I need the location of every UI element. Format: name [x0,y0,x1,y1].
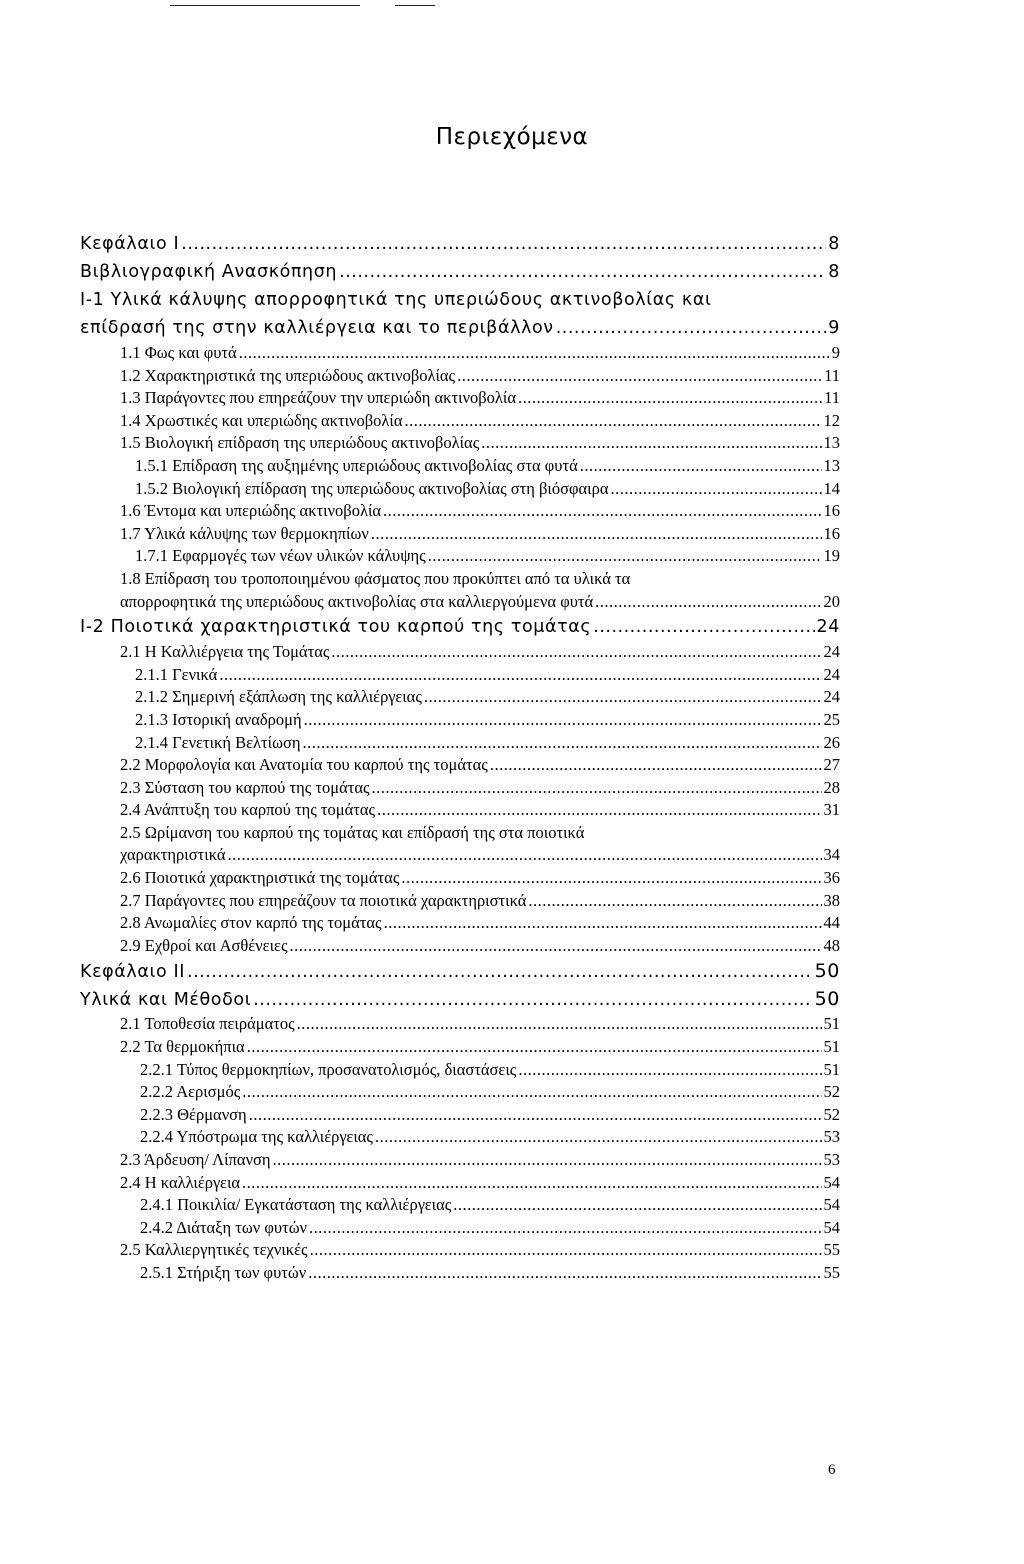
dot-leader [249,1104,822,1127]
dot-leader [247,1036,822,1059]
toc-entry-text: 1.5.2 Βιολογική επίδραση της υπεριώδους ακτινοβολίας στη βιόσφαιρα [135,478,609,498]
dot-leader [556,314,827,342]
toc-entry-text: Ι-1 Υλικά κάλυψης απορροφητικά της υπεριώδους ακτινοβολίας και [80,290,712,310]
top-rule-left [170,5,360,6]
toc-entry-text: 2.5 Καλλιεργητικές τεχνικές [120,1240,308,1260]
toc-entry-text: 2.4.1 Ποικιλία/ Εγκατάσταση της καλλιέργειας [140,1195,452,1215]
toc-entry-text: 2.2.2 Αερισμός [140,1082,241,1102]
toc-entry-ii-2-2-4[interactable] [80,1126,840,1149]
toc-entry-page: 52 [823,1082,840,1102]
toc-entry-page: 9 [828,318,840,338]
dot-leader [290,935,822,958]
toc-entry-page: 16 [823,501,840,521]
toc-entry-chapter-2[interactable] [80,957,840,985]
toc-entry-ii-2-5[interactable] [80,1239,840,1262]
toc-entry-part-1-line-1[interactable] [80,286,840,314]
dot-leader [384,912,822,935]
toc-entry-text: Κεφάλαιο ΙΙ [80,962,186,983]
toc-entry-2-1-4[interactable] [80,732,840,755]
dot-leader [242,1172,821,1195]
toc-entry-text: χαρακτηριστικά [120,845,226,865]
dot-leader [580,455,822,478]
toc-entry-text: 2.1.4 Γενετική Βελτίωση [135,732,301,752]
toc-entry-2-7[interactable] [80,890,840,913]
dot-leader [339,258,826,286]
toc-entry-text: 2.6 Ποιοτικά χαρακτηριστικά της τομάτας [120,868,400,888]
toc-entry-text: 2.1.1 Γενικά [135,664,218,684]
toc-entry-page: 54 [823,1217,840,1237]
dot-leader [593,613,814,641]
toc-entry-text: 2.2.4 Υπόστρωμα της καλλιέργειας [140,1127,373,1147]
toc-entry-text: 2.3 Σύσταση του καρπού της τομάτας [120,777,370,797]
dot-leader [453,1194,821,1217]
toc-entry-page: 8 [828,234,840,254]
toc-entry-page: 51 [823,1037,840,1057]
toc-entry-page: 44 [823,913,840,933]
dot-leader [481,432,821,455]
toc-entry-1-3[interactable] [80,387,840,410]
toc-entry-text: 2.4.2 Διάταξη των φυτών [140,1217,308,1237]
dot-leader [187,958,813,986]
dot-leader [309,1217,821,1240]
dot-leader [372,777,822,800]
toc-entry-page: 38 [823,890,840,910]
dot-leader [490,754,822,777]
toc-entry-text: 2.2.3 Θέρμανση [140,1104,247,1124]
toc-entry-page: 31 [823,800,840,820]
dot-leader [219,664,821,687]
dot-leader [518,1059,821,1082]
toc-entry-1-1[interactable] [80,342,840,365]
toc-entry-text: 2.5.1 Στήριξη των φυτών [140,1262,307,1282]
dot-leader [383,500,821,523]
toc-entry-page: 36 [823,868,840,888]
toc-entry-page: 52 [823,1104,840,1124]
dot-leader [424,686,822,709]
toc-entry-text: 1.2 Χαρακτηριστικά της υπεριώδους ακτινοβολίας [120,365,456,385]
dot-leader [375,1126,822,1149]
toc-entry-1-8-line-2[interactable] [80,591,840,614]
toc-entry-text: 1.3 Παράγοντες που επηρεάζουν την υπεριώδη ακτινοβολία [120,388,517,408]
toc-entry-text: 2.9 Εχθροί και Ασθένειες [120,935,288,955]
toc-entry-2-1-2[interactable] [80,686,840,709]
toc-entry-text: 1.5 Βιολογική επίδραση της υπεριώδους ακτινοβολίας [120,433,480,453]
page-number: 6 [828,1462,836,1478]
toc-entry-text: 2.8 Ανωμαλίες στον καρπό της τομάτας [120,913,382,933]
toc-entry-ii-2-4[interactable] [80,1172,840,1195]
dot-leader [610,478,821,501]
toc-entry-text: Υλικά και Μέθοδοι [80,990,252,1011]
toc-entry-2-8[interactable] [80,912,840,935]
dot-leader [405,410,822,433]
toc-entry-page: 54 [823,1172,840,1192]
toc-entry-part-2[interactable] [80,613,840,641]
toc-entry-text: 1.8 Επίδραση του τροποποιημένου φάσματος που προκύπτει από τα υλικά τα [120,568,631,588]
toc-entry-ii-2-4-2[interactable] [80,1217,840,1240]
toc-entry-page: 12 [823,410,840,430]
toc-entry-page: 9 [831,343,840,362]
toc-entry-ii-2-4-1[interactable] [80,1194,840,1217]
toc-entry-page: 53 [823,1150,840,1169]
toc-entry-1-6[interactable] [80,500,840,523]
top-rule-right [395,5,435,6]
toc-entry-text: 2.1 Τοποθεσία πειράματος [120,1014,295,1034]
dot-leader [303,732,822,755]
toc-entry-text: 1.7.1 Εφαρμογές των νέων υλικών κάλυψης [135,546,426,566]
toc-entry-text: 2.2 Μορφολογία και Ανατομία του καρπού της τομάτας [120,755,488,775]
dot-leader [297,1013,822,1036]
toc-entry-page: 50 [814,988,840,1011]
dot-leader [181,230,826,258]
toc-entry-text: 1.6 Έντομα και υπεριώδης ακτινοβολία [120,501,382,521]
toc-entry-page: 24 [823,664,840,684]
toc-entry-text: 2.7 Παράγοντες που επηρεάζουν τα ποιοτικά χαρακτηριστικά [120,890,527,910]
toc-entry-materials-methods[interactable] [80,985,840,1013]
toc-entry-2-5-line-2[interactable] [80,844,840,867]
toc-entry-text: Ι-2 Ποιοτικά χαρακτηριστικά του καρπού της τομάτας [80,617,592,638]
toc-entry-page: 24 [816,617,840,638]
toc-entry-literature-review[interactable] [80,258,840,286]
toc-entry-page: 11 [824,365,840,385]
table-of-contents [80,230,840,1285]
toc-entry-2-6[interactable] [80,867,840,890]
toc-entry-text: 2.1 Η Καλλιέργεια της Τομάτας [120,642,330,662]
toc-entry-1-8-line-1[interactable] [80,568,840,591]
toc-entry-page: 14 [823,478,840,498]
dot-leader [253,986,812,1014]
toc-entry-part-1-line-2[interactable] [80,314,840,342]
toc-entry-ii-2-2-2[interactable] [80,1081,840,1104]
toc-entry-2-5-line-1[interactable] [80,822,840,845]
toc-entry-1-4[interactable] [80,410,840,433]
toc-entry-ii-2-5-1[interactable] [80,1262,840,1285]
toc-entry-page: 53 [823,1127,840,1147]
dot-leader [377,799,821,822]
toc-entry-text: 1.5.1 Επίδραση της αυξημένης υπεριώδους ακτινοβολίας στα φυτά [135,455,578,475]
toc-entry-text: Βιβλιογραφική Ανασκόπηση [80,262,338,282]
dot-leader [228,844,822,867]
toc-entry-text: 2.3 Άρδευση/ Λίπανση [120,1150,271,1169]
toc-entry-text: 2.4 Η καλλιέργεια [120,1172,241,1192]
toc-entry-2-4[interactable] [80,799,840,822]
dot-leader [242,1081,821,1104]
toc-entry-page: 54 [823,1195,840,1215]
toc-entry-page: 50 [814,960,840,983]
toc-entry-page: 8 [828,262,840,282]
toc-entry-text: 2.5 Ωρίμανση του καρπού της τομάτας και επίδρασή της στα ποιοτικά [120,822,585,842]
dot-leader [518,387,822,410]
toc-entry-text: 2.1.3 Ιστορική αναδρομή [135,709,302,729]
toc-entry-1-5-1[interactable] [80,455,840,478]
toc-entry-chapter-1[interactable] [80,230,840,258]
toc-entry-2-1[interactable] [80,641,840,664]
toc-entry-page: 24 [823,642,840,662]
toc-entry-text: 2.4 Ανάπτυξη του καρπού της τομάτας [120,800,376,820]
toc-entry-ii-2-1[interactable] [80,1013,840,1036]
toc-entry-page: 27 [823,755,840,775]
toc-entry-page: 13 [823,455,840,475]
toc-entry-1-5-2[interactable] [80,478,840,501]
toc-entry-page: 48 [823,935,840,955]
toc-entry-2-1-1[interactable] [80,664,840,687]
toc-entry-page: 26 [823,732,840,752]
toc-entry-page: 11 [824,388,840,408]
toc-entry-2-3[interactable] [80,777,840,800]
toc-entry-2-1-3[interactable] [80,709,840,732]
toc-entry-1-5[interactable] [80,432,840,455]
toc-entry-text: 1.4 Χρωστικές και υπεριώδης ακτινοβολία [120,410,403,430]
toc-entry-text: 2.2.1 Τύπος θερμοκηπίων, προσανατολισμός, διαστάσεις [140,1059,517,1079]
toc-entry-page: 20 [823,591,840,611]
dot-leader [528,890,821,913]
toc-entry-text: 1.1 Φως και φυτά [120,343,237,362]
toc-entry-page: 24 [823,687,840,707]
dot-leader [310,1239,822,1262]
dot-leader [428,545,822,568]
toc-entry-page: 25 [823,709,840,729]
toc-entry-text: επίδρασή της στην καλλιέργεια και το περιβάλλον [80,318,554,338]
toc-entry-page: 28 [823,777,840,797]
dot-leader [273,1149,822,1172]
toc-entry-1-7[interactable] [80,523,840,546]
toc-entry-page: 51 [823,1014,840,1034]
toc-entry-page: 19 [823,546,840,566]
dot-leader [401,867,821,890]
toc-entry-page: 34 [823,845,840,865]
toc-entry-text: 2.1.2 Σημερινή εξάπλωση της καλλιέργειας [135,687,422,707]
toc-entry-text: 2.2 Τα θερμοκήπια [120,1037,245,1057]
toc-entry-page: 16 [823,523,840,543]
toc-entry-1-7-1[interactable] [80,545,840,568]
toc-entry-page: 55 [823,1262,840,1282]
dot-leader [304,709,822,732]
toc-entry-1-2[interactable] [80,365,840,388]
dot-leader [457,365,822,388]
page-title: Περιεχόμενα [435,124,589,150]
toc-entry-2-2[interactable] [80,754,840,777]
toc-entry-ii-2-3[interactable] [80,1149,840,1172]
toc-entry-page: 13 [823,433,840,453]
toc-entry-text: 1.7 Υλικά κάλυψης των θερμοκηπίων [120,523,369,543]
toc-entry-page: 55 [823,1240,840,1260]
toc-entry-ii-2-2[interactable] [80,1036,840,1059]
dot-leader [331,641,821,664]
toc-entry-text: Κεφάλαιο Ι [80,234,180,254]
dot-leader [308,1262,821,1285]
toc-entry-ii-2-2-1[interactable] [80,1059,840,1082]
dot-leader [371,523,822,546]
dot-leader [595,591,821,614]
toc-entry-2-9[interactable] [80,935,840,958]
toc-entry-ii-2-2-3[interactable] [80,1104,840,1127]
dot-leader [239,342,830,365]
toc-entry-page: 51 [823,1059,840,1079]
toc-entry-text: απορροφητικά της υπεριώδους ακτινοβολίας στα καλλιεργούμενα φυτά [120,591,594,611]
